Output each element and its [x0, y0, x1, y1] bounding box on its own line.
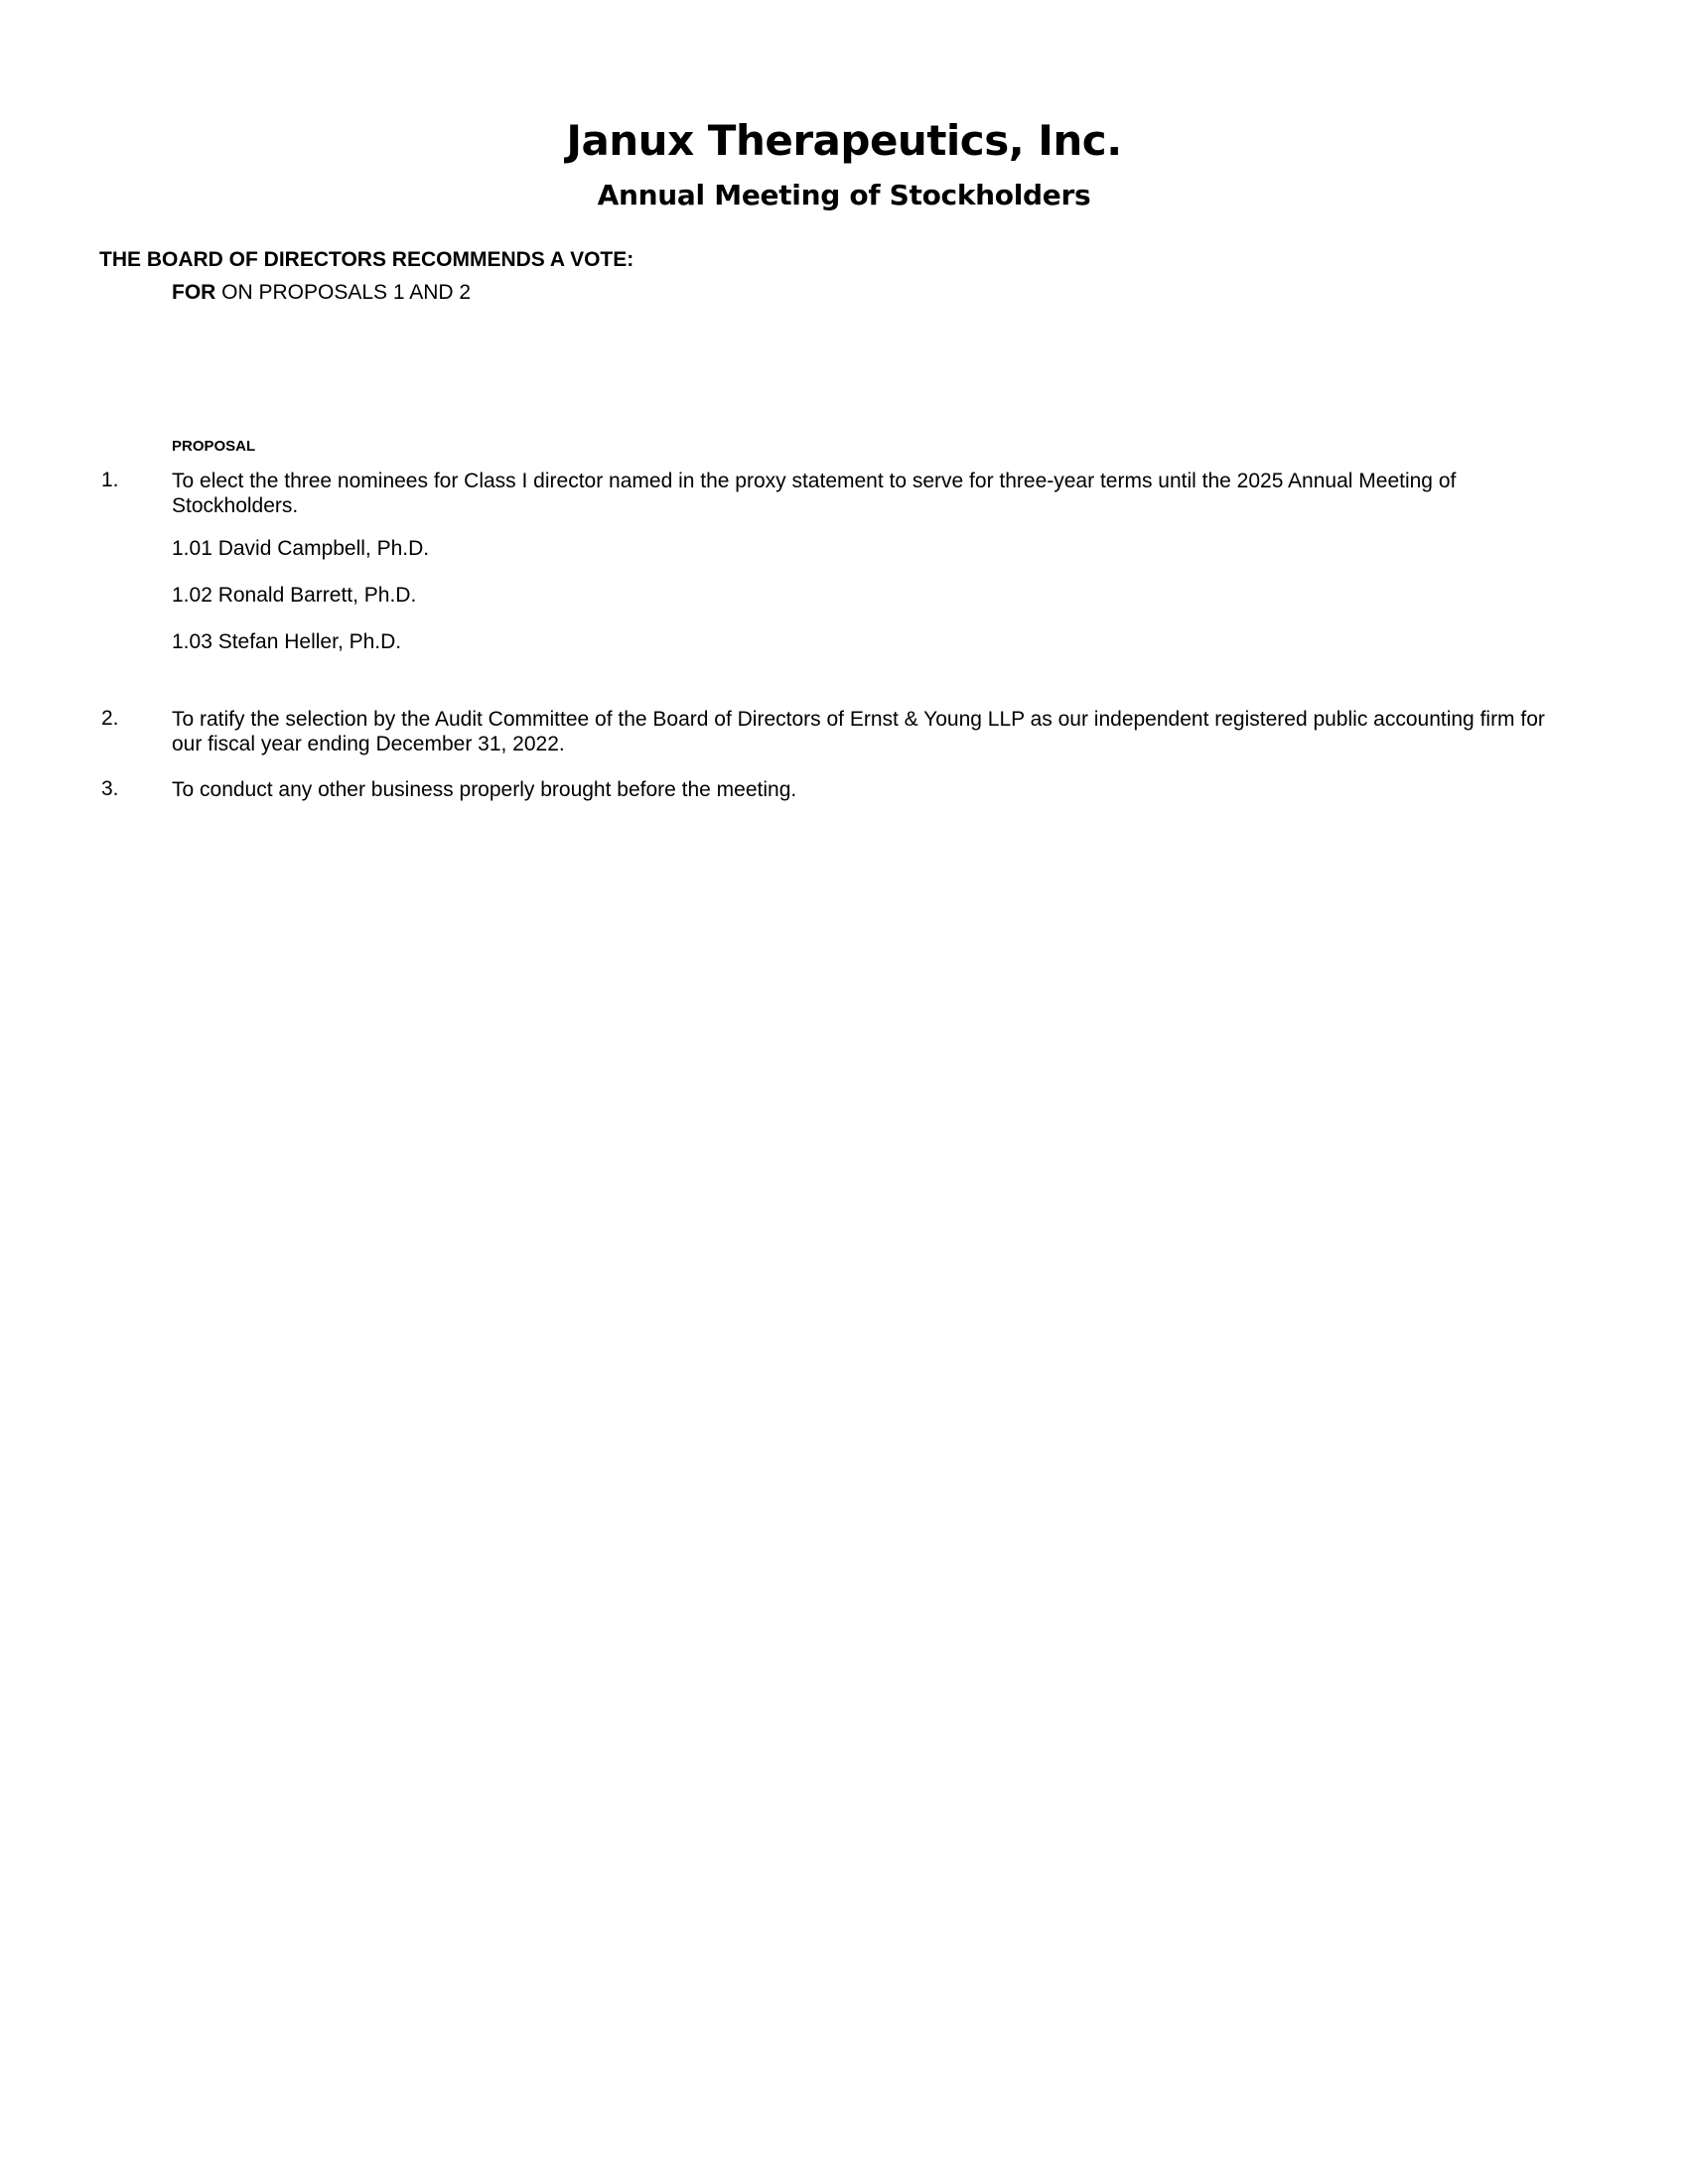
board-recommendation-heading: THE BOARD OF DIRECTORS RECOMMENDS A VOTE:	[99, 248, 634, 271]
proposal-number: 1.	[101, 469, 119, 491]
vote-scope-label: ON PROPOSALS 1 AND 2	[215, 281, 472, 304]
meeting-subtitle: Annual Meeting of Stockholders	[597, 179, 1091, 211]
company-title: Janux Therapeutics, Inc.	[566, 116, 1122, 165]
board-recommendation-line	[172, 281, 471, 305]
proposal-text: To elect the three nominees for Class I director named in the proxy statement to serve for three-year terms until the 2025 Annual Meeting of Stockholders.	[172, 470, 1457, 517]
proposal-number: 2.	[101, 707, 119, 730]
nominee-item: 1.02 Ronald Barrett, Ph.D.	[172, 584, 417, 607]
proposal-text: To ratify the selection by the Audit Committee of the Board of Directors of Ernst & Young LLP as our independent registered public accounting firm for our fiscal year ending December 31, 2022.	[172, 708, 1545, 755]
nominee-item: 1.03 Stefan Heller, Ph.D.	[172, 630, 402, 653]
proposal-text: To conduct any other business properly brought before the meeting.	[172, 778, 797, 801]
nominee-item: 1.01 David Campbell, Ph.D.	[172, 537, 430, 560]
vote-for-label: FOR	[172, 281, 216, 304]
proposal-number: 3.	[101, 777, 119, 800]
proposal-column-header: PROPOSAL	[172, 438, 256, 455]
